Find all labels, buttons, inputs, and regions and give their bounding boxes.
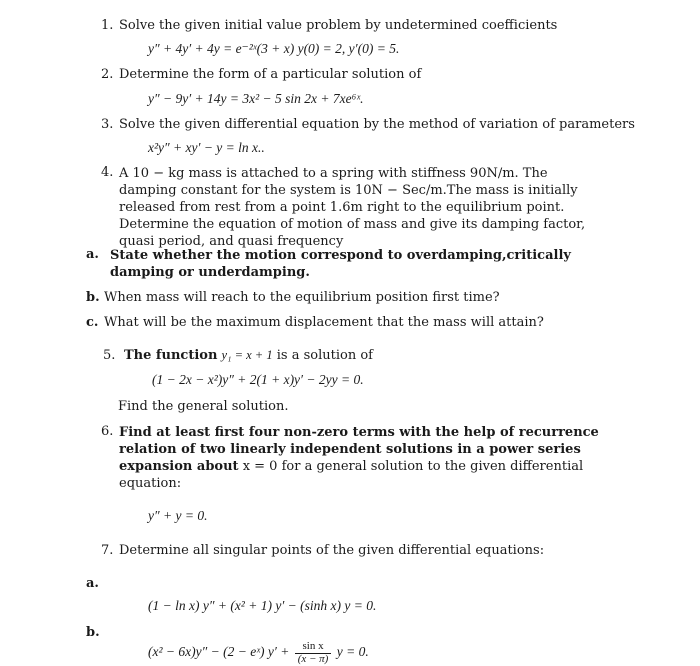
q5-lead: The function (124, 348, 218, 363)
q4b-text: When mass will reach to the equilibrium position first time? (104, 290, 500, 305)
q1-equation: y″ + 4y′ + 4y = e⁻²ˣ(3 + x) y(0) = 2, y′(0) = 5. (148, 41, 400, 56)
q7b-label: b. (86, 625, 100, 640)
q5-line (124, 348, 373, 364)
q6-equation: y″ + y = 0. (148, 508, 208, 523)
q4-number: 4. (101, 165, 114, 180)
q1-number: 1. (101, 18, 114, 33)
q7-text: Determine all singular points of the given differential equations: (119, 543, 545, 558)
q1-text: Solve the given initial value problem by undetermined coefficients (119, 18, 558, 33)
q5-equation: (1 − 2x − x²)y″ + 2(1 + x)y′ − 2yy = 0. (152, 372, 364, 387)
q5-after: Find the general solution. (118, 399, 289, 414)
q3-number: 3. (101, 117, 114, 132)
q5-tail: is a solution of (276, 348, 373, 363)
q7-number: 7. (101, 543, 114, 558)
q7a-equation: (1 − ln x) y″ + (x² + 1) y′ − (sinh x) y = 0. (148, 598, 377, 613)
q5-y1: y₁ = x + 1 (221, 348, 273, 362)
q6-text (119, 424, 609, 492)
q4c-text: What will be the maximum displacement that the mass will attain? (104, 315, 544, 330)
q4a-label: a. (86, 247, 99, 262)
q2-number: 2. (101, 67, 114, 82)
q4a-text: State whether the motion correspond to overdamping,critically damping or underdamping. (110, 248, 571, 280)
q7b-frac-den: (x − π) (297, 652, 329, 665)
q6-number: 6. (101, 424, 114, 439)
q3-equation: x²y″ + xy′ − y = ln x.. (148, 140, 265, 155)
q2-text: Determine the form of a particular solution of (119, 67, 422, 82)
q6-plain-text: x = 0 for a general solution to the given differential equation: (119, 459, 584, 491)
q4c-label: c. (86, 315, 99, 330)
q7b-equation (148, 641, 369, 665)
q3-text: Solve the given differential equation by the method of variation of parameters (119, 117, 635, 132)
q4b-label: b. (86, 290, 100, 305)
q7b-eq-left: (x² − 6x)y″ − (2 − eˣ) y′ + (148, 644, 290, 660)
q6-bold-text: Find at least first four non-zero terms with the help of recurrence relation of two linearly independent solutions in a power series expansion about (119, 425, 599, 474)
q5-number: 5. (103, 348, 116, 363)
q7a-label: a. (86, 576, 99, 591)
q2-equation: y″ − 9y′ + 14y = 3x² − 5 sin 2x + 7xe⁶ˣ. (148, 91, 364, 106)
q4-text: A 10 − kg mass is attached to a spring with stiffness 90N/m. The damping constant for the system is 10N − Sec/m.The mass is initially released from rest from a point 1.6m right to the equilibrium point. Determine the equation of motion of mass and give its damping factor, quasi period, and quasi frequency (119, 166, 586, 249)
q7b-eq-right: y = 0. (336, 644, 369, 660)
q7b-frac-num: sin x (295, 641, 332, 654)
q7b-fraction (295, 641, 332, 665)
